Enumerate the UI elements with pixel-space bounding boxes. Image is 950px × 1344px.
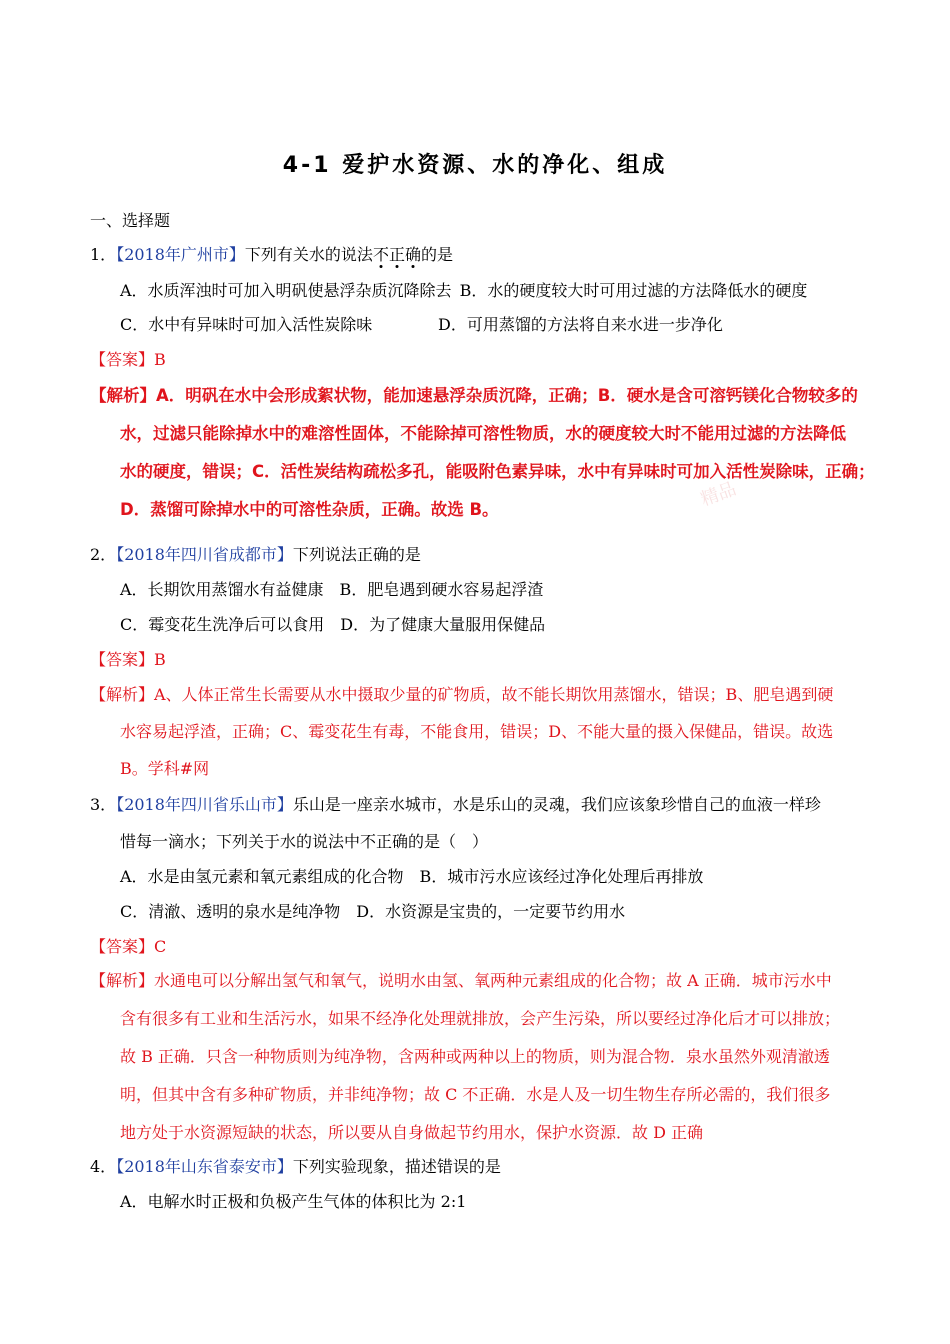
emphasis-char: 正: [388, 245, 405, 264]
watermark-logo: 精品: [698, 478, 740, 511]
explanation-line: 故 B 正确．只含一种物质则为纯净物，含两种或两种以上的物质，则为混合物．泉水虽然外观清澈透: [120, 1047, 830, 1066]
question-text: 下列实验现象，描述错误的是: [292, 1157, 501, 1176]
question-text: 乐山是一座亲水城市，水是乐山的灵魂，我们应该象珍惜自己的血液一样珍: [292, 795, 821, 814]
option-b: B．水的硬度较大时可用过滤的方法降低水的硬度: [459, 281, 808, 300]
explanation-line: 【解析】A、人体正常生长需要从水中摄取少量的矿物质，故不能长期饮用蒸馏水，错误；B、肥皂遇到硬: [90, 685, 834, 704]
explanation-line: 【解析】水通电可以分解出氢气和氧气，说明水由氢、氧两种元素组成的化合物；故 A 正确．城市污水中: [90, 971, 832, 990]
question-4-option-a: A．电解水时正极和负极产生气体的体积比为 2:1: [120, 1192, 467, 1211]
question-4-stem: [90, 1156, 501, 1178]
question-number: 3．: [90, 795, 117, 814]
question-source: 【2018年四川省成都市】: [116, 545, 293, 564]
question-number: 2．: [90, 545, 117, 564]
question-2-options-ab: A．长期饮用蒸馏水有益健康 B．肥皂遇到硬水容易起浮渣: [120, 580, 544, 599]
section-heading: 一、选择题: [90, 211, 171, 230]
option-c: C．水中有异味时可加入活性炭除味: [120, 315, 373, 334]
explanation-line: 水，过滤只能除掉水中的难溶性固体，不能除掉可溶性物质，水的硬度较大时不能用过滤的方法降低: [120, 424, 846, 443]
emphasis-char: 不: [372, 245, 389, 264]
question-text: 下列说法正确的是: [292, 545, 421, 564]
emphasis-char: 确: [404, 245, 421, 264]
question-source: 【2018年山东省泰安市】: [116, 1157, 293, 1176]
question-1-stem: [90, 244, 453, 266]
question-3-options-ab: A．水是由氢元素和氧元素组成的化合物 B．城市污水应该经过净化处理后再排放: [120, 867, 704, 886]
option-d: D．可用蒸馏的方法将自来水进一步净化: [438, 315, 723, 334]
explanation-line: 明，但其中含有多种矿物质，并非纯净物；故 C 不正确．水是人及一切生物生存所必需的，我们很多: [120, 1085, 831, 1104]
question-2-options-cd: C．霉变花生洗净后可以食用 D．为了健康大量服用保健品: [120, 615, 546, 634]
explanation-line: 水的硬度，错误；C．活性炭结构疏松多孔，能吸附色素异味，水中有异味时可加入活性炭除味，正确；: [120, 462, 875, 481]
question-3-stem-cont: 惜每一滴水；下列关于水的说法中不正确的是（ ）: [120, 832, 489, 851]
explanation-line: 地方处于水资源短缺的状态，所以要从自身做起节约用水，保护水资源．故 D 正确: [120, 1123, 704, 1142]
answer: 【答案】B: [90, 350, 166, 369]
explanation-line: 【解析】A．明矾在水中会形成絮状物，能加速悬浮杂质沉降，正确；B．硬水是含可溶钙镁化合物较多的: [90, 386, 858, 405]
question-2-stem: [90, 544, 421, 566]
question-text: 下列有关水的说法: [244, 245, 373, 264]
question-text: 的是: [420, 245, 453, 264]
explanation-line: D．蒸馏可除掉水中的可溶性杂质，正确。故选 B。: [120, 500, 499, 519]
option-a: A．水质浑浊时可加入明矾使悬浮杂质沉降除去: [120, 281, 452, 300]
page-title: 4-1 爱护水资源、水的净化、组成: [282, 153, 668, 178]
explanation-line: B。学科#网: [120, 759, 210, 778]
question-3-stem: [90, 794, 821, 816]
question-1-options-cd: [120, 314, 723, 336]
question-number: 4．: [90, 1157, 117, 1176]
answer: 【答案】B: [90, 650, 166, 669]
question-source: 【2018年广州市】: [116, 245, 245, 264]
answer: 【答案】C: [90, 937, 167, 956]
explanation-line: 水容易起浮渣，正确；C、霉变花生有毒，不能食用，错误；D、不能大量的摄入保健品，错误。故选: [120, 722, 834, 741]
question-source: 【2018年四川省乐山市】: [116, 795, 293, 814]
explanation-line: 含有很多有工业和生活污水，如果不经净化处理就排放，会产生污染，所以要经过净化后才可以排放；: [120, 1009, 841, 1028]
question-number: 1．: [90, 245, 117, 264]
question-3-options-cd: C．清澈、透明的泉水是纯净物 D．水资源是宝贵的，一定要节约用水: [120, 902, 626, 921]
question-1-options-ab: [120, 280, 807, 302]
